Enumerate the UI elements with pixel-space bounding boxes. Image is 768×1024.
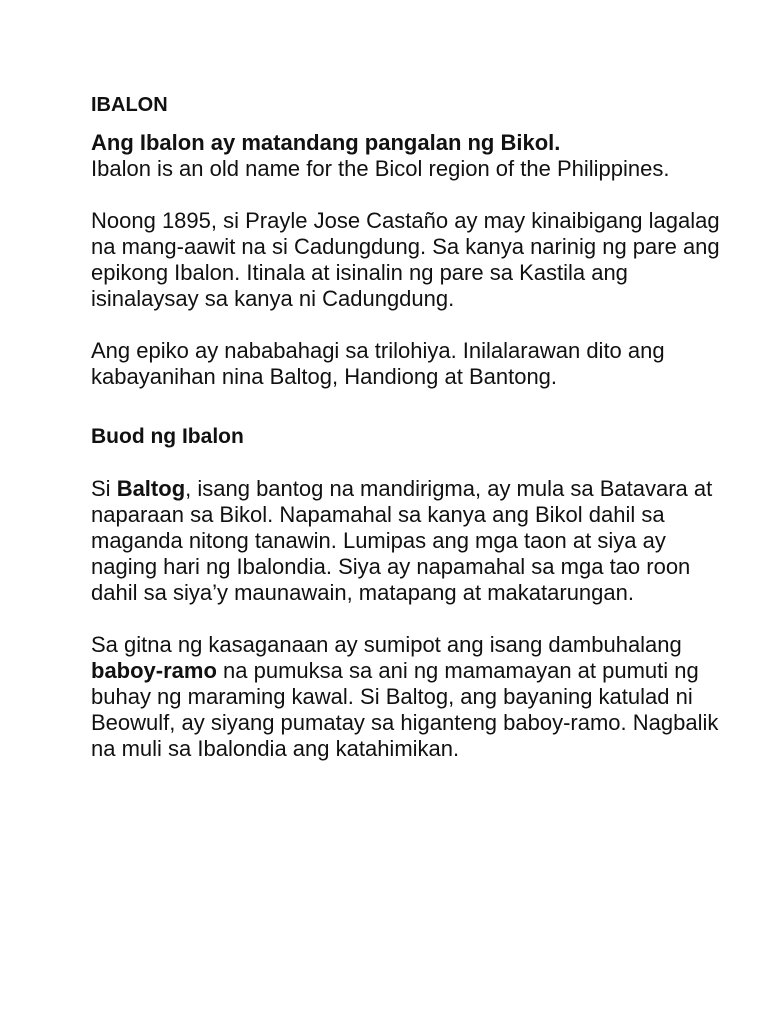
summary-2-bold-term: baboy-ramo: [91, 658, 217, 683]
paragraph-castano: Noong 1895, si Prayle Jose Castaño ay may kinaibigang lagalag na mang-aawit na si Cadungdung. Sa kanya narinig ng pare ang epikong Ibalon. Itinala at isinalin ng pare sa Kastila ang isinalaysay sa kanya ni Cadungdung.: [91, 208, 720, 311]
summary-1-rest: , isang bantog na mandirigma, ay mula sa Batavara at naparaan sa Bikol. Napamahal sa kanya ang Bikol dahil sa maganda nitong tanawin. Lumipas ang mga taon at siya ay naging hari ng Ibalondia. Siya ay napamahal sa mga tao roon dahil sa siya’y maunawain, matapang at makatarungan.: [91, 476, 713, 605]
summary-1-prefix: Si: [91, 476, 117, 501]
spacer: [91, 450, 731, 476]
spacer: [91, 390, 731, 424]
spacer: [91, 312, 731, 338]
section-heading: Buod ng Ibalon: [91, 425, 244, 448]
intro-bold-sentence: Ang Ibalon ay matandang pangalan ng Bikol.: [91, 130, 561, 155]
summary-2-prefix: Sa gitna ng kasaganaan ay sumipot ang isang dambuhalang: [91, 632, 682, 657]
summary-2-rest: na pumuksa sa ani ng mamamayan at pumuti ng buhay ng maraming kawal. Si Baltog, ang bayaning katulad ni Beowulf, ay siyang pumatay sa higanteng baboy-ramo. Nagbalik na muli sa Ibalondia ang katahimikan.: [91, 658, 719, 761]
document-page: [91, 92, 731, 762]
spacer: [91, 182, 731, 208]
paragraph-trilogy: Ang epiko ay nababahagi sa trilohiya. Inilalarawan dito ang kabayanihan nina Baltog, Handiong at Bantong.: [91, 338, 665, 389]
document-title: IBALON: [91, 94, 168, 116]
intro-translation: Ibalon is an old name for the Bicol region of the Philippines.: [91, 156, 670, 181]
spacer: [91, 606, 731, 632]
summary-paragraph-baboy-ramo: [91, 632, 731, 762]
summary-1-bold-term: Baltog: [116, 476, 186, 501]
summary-paragraph-baltog: [91, 476, 731, 606]
